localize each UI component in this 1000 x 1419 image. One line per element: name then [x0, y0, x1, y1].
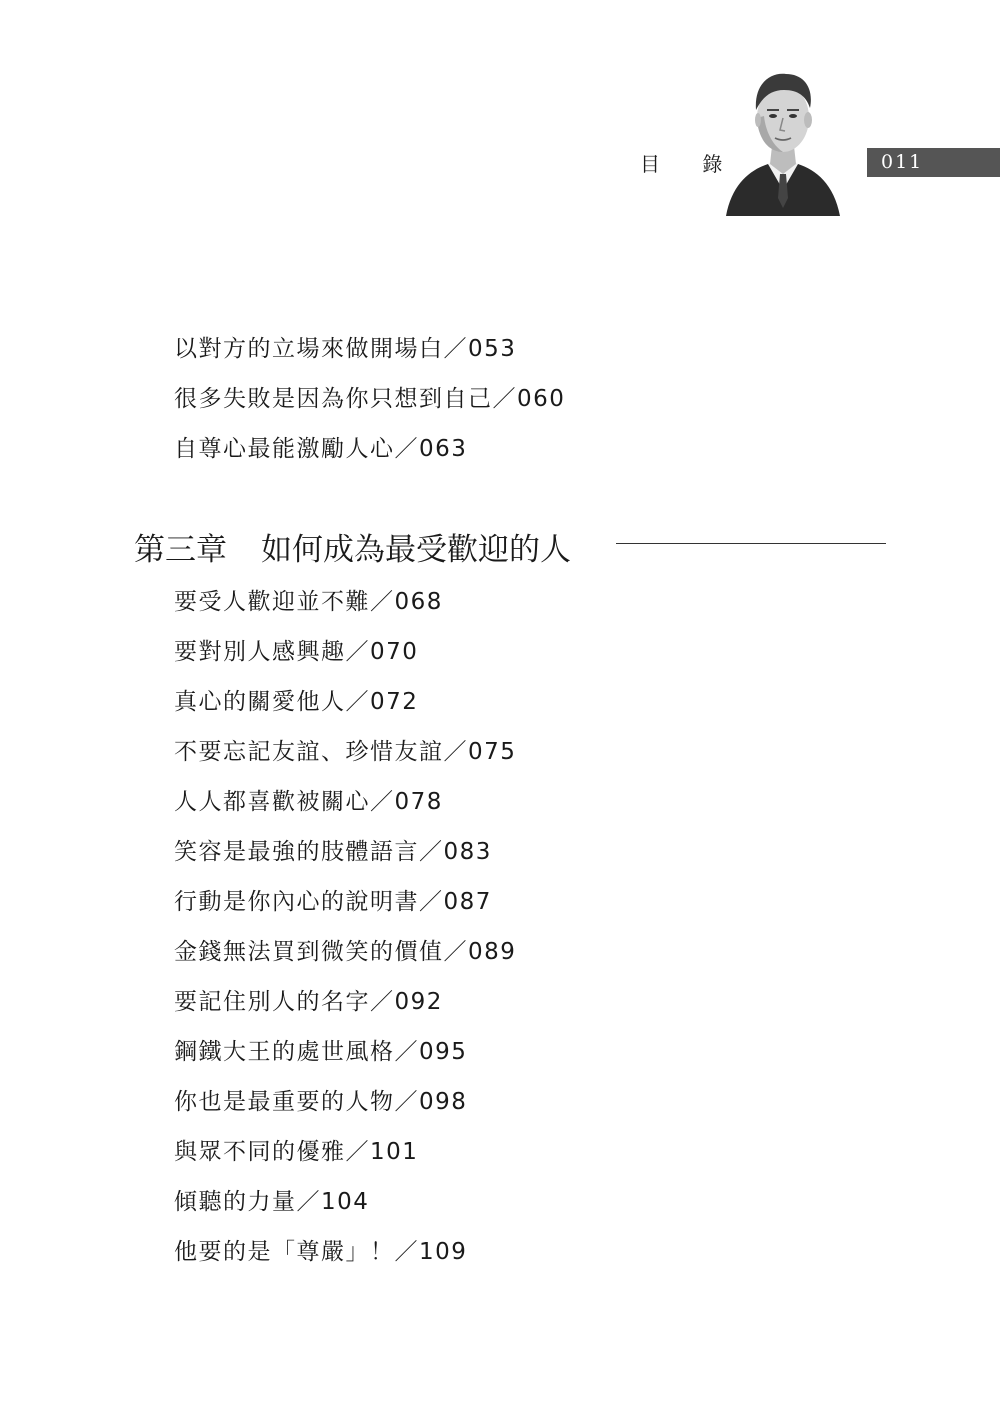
- chapter-title: 如何成為最受歡迎的人: [261, 532, 571, 568]
- chapter-rule: [616, 543, 886, 544]
- page-number: 011: [867, 148, 1000, 177]
- toc-entry: 不要忘記友誼、珍惜友誼／075: [174, 739, 517, 765]
- toc-entry: 你也是最重要的人物／098: [174, 1089, 468, 1115]
- toc-entry: 鋼鐵大王的處世風格／095: [174, 1039, 468, 1065]
- toc-entry: 笑容是最強的肢體語言／083: [174, 839, 492, 865]
- toc-entry: 要對別人感興趣／070: [174, 639, 419, 665]
- chapter-number: 第三章: [134, 532, 227, 568]
- author-portrait: [722, 66, 844, 218]
- toc-entry: 很多失敗是因為你只想到自己／060: [174, 386, 566, 412]
- toc-entry: 金錢無法買到微笑的價值／089: [174, 939, 517, 965]
- toc-entry: 要記住別人的名字／092: [174, 989, 443, 1015]
- toc-entry: 人人都喜歡被關心／078: [174, 789, 443, 815]
- toc-entry: 要受人歡迎並不難／068: [174, 589, 443, 615]
- toc-entry: 自尊心最能激勵人心／063: [174, 436, 468, 462]
- toc-entry: 行動是你內心的說明書／087: [174, 889, 492, 915]
- header-title: 目 錄: [640, 152, 741, 176]
- chapter-heading: [134, 524, 571, 569]
- toc-entry: 真心的關愛他人／072: [174, 689, 419, 715]
- toc-entry: 以對方的立場來做開場白／053: [174, 336, 517, 362]
- toc-entry: 與眾不同的優雅／101: [174, 1139, 419, 1165]
- toc-entry: 他要的是「尊嚴」！／109: [174, 1239, 468, 1265]
- toc-entry: 傾聽的力量／104: [174, 1189, 370, 1215]
